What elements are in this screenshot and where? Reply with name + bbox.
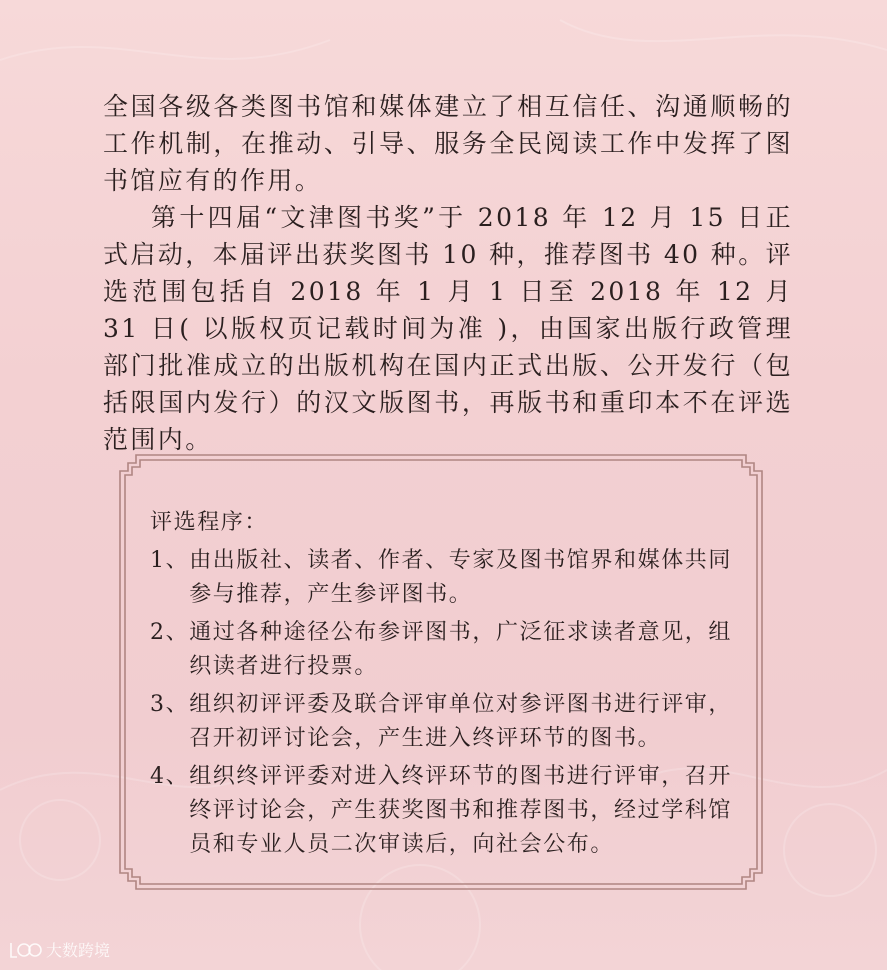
procedure-section — [150, 506, 750, 866]
watermark-text: 大数跨境 — [46, 941, 111, 960]
procedure-title: 评选程序： — [150, 510, 269, 535]
procedure-item-text: 组织终评评委对进入终评环节的图书进行评审，召开终评讨论会，产生获奖图书和推荐图书，经过学科馆员和专业人员二次审读后，向社会公布。 — [189, 764, 733, 857]
procedure-item-text: 组织初评评委及联合评审单位对参评图书进行评审，召开初评讨论会，产生进入终评环节的图书。 — [189, 692, 733, 751]
procedure-item — [150, 688, 750, 756]
procedure-item-number: 1、 — [150, 548, 190, 573]
procedure-item-number: 2、 — [150, 620, 190, 645]
watermark — [8, 938, 110, 961]
procedure-item-text: 由出版社、读者、作者、专家及图书馆界和媒体共同参与推荐，产生参评图书。 — [189, 548, 733, 607]
intro-text — [103, 88, 793, 458]
procedure-item-number: 4、 — [150, 764, 190, 789]
procedure-item-text: 通过各种途径公布参评图书，广泛征求读者意见，组织读者进行投票。 — [189, 620, 733, 679]
procedure-item — [150, 616, 750, 684]
intro-paragraph-1: 全国各级各类图书馆和媒体建立了相互信任、沟通顺畅的工作机制，在推动、引导、服务全民阅读工作中发挥了图书馆应有的作用。 — [103, 92, 793, 195]
intro-paragraph-2: 第十四届“文津图书奖”于 2018 年 12 月 15 日正式启动，本届评出获奖图书 10 种，推荐图书 40 种。评选范围包括自 2018 年 1 月 1 日至 2018 年 12 月 31 日( 以版权页记载时间为准 )，由国家出版行政管理部门批准成立的出版机构在国内正式出版、公开发行（包括限国内发行）的汉文版图书，再版书和重印本不在评选范围内。 — [103, 203, 794, 454]
procedure-item — [150, 760, 750, 862]
watermark-logo-icon — [8, 939, 42, 961]
procedure-item-number: 3、 — [150, 692, 190, 717]
procedure-item — [150, 544, 750, 612]
